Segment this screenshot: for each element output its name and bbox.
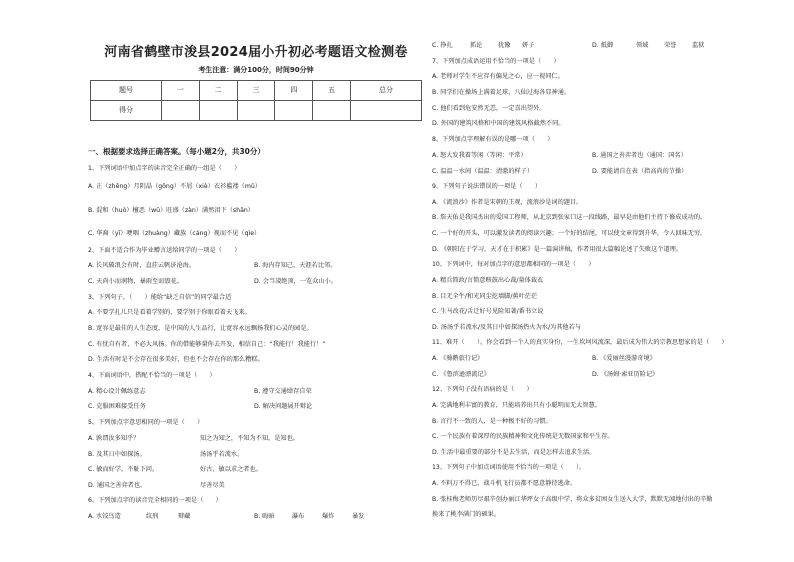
- option-d-word: 监狱: [692, 42, 705, 49]
- option-c-word: 抓论: [470, 42, 483, 49]
- question-2: 2、下面不适合作为毕业赠言送给同学的一项是（ ）: [88, 247, 241, 254]
- option-a: A. 《骑鹅旅行记》: [432, 355, 484, 362]
- question-12: 12、下列句子没有语病的是（ ）: [432, 386, 533, 393]
- option-a: A. 精兵简政/言简意赅鼓出心裁/量体裁衣: [432, 277, 544, 284]
- question-1: 1、下列词语中加点字的读音完全正确的一组是（ ）: [88, 165, 241, 172]
- option-d: D. 会当凌绝顶，一览众山小。: [254, 278, 337, 285]
- option-d-compare: 尽善尽美: [200, 482, 225, 489]
- score-cell-empty: [313, 101, 351, 121]
- option-c: C. 他们看到危安然无恙，一定喜出望外。: [432, 105, 546, 112]
- option-a: A. 不料万不得已，战斗机飞行员都不愿意静待逃命。: [432, 480, 577, 487]
- option-c: C. 生马改花/舌迁好号见险知著/番书立说: [432, 308, 544, 315]
- score-cell-empty: [161, 101, 199, 121]
- option-d: D. 汤汤乎若流水/及其日中如探汤热火为水/为其他若与: [432, 324, 581, 331]
- question-8: 8、下列加点字理解有误的是哪一项（ ）: [432, 136, 554, 143]
- option-b-compare: 汤汤乎若流水。: [200, 451, 244, 458]
- option-a: A. 孰谓汝多知乎？: [88, 435, 140, 442]
- section-heading: 一、根据要求选择正确答案。（每小题2分，共30分）: [88, 147, 265, 156]
- option-a: A. 《流浪沙》作者是宋朝的王观，流浪沙是词的题目。: [432, 199, 583, 206]
- option-c: C. 华裔（yī）哽咽（zhuàng）藏族（cáng）视而不见（qìe）: [88, 230, 261, 237]
- option-b: B. 通国之善弈者也（通国：国名）: [592, 152, 687, 159]
- option-c: C. 温温一水间（温温：清澈的样子）: [432, 168, 534, 175]
- option-c: C. 有忧自有者，不必大风扬。你的借能够量你去开发，相信自己：“我能行！我能行！”: [88, 341, 326, 348]
- question-11: 11、难开（ ）。你会看到一个人的真实身份，一生坎坷风流深，最后成为伟大的宗教思想家的是（ ）: [432, 339, 728, 346]
- option-d: D. 解决问题展开辩论: [254, 403, 313, 410]
- option-c: C. 《鲁滨逊漂流记》: [432, 371, 490, 378]
- option-d: D. 生活有时是不会存在很多美好，但也不会存在你的那么糟糕。: [88, 356, 264, 363]
- option-a-word: 辩藏: [178, 513, 191, 520]
- question-6: 6、下列加点字的读音完全相同的一项是（ ）: [88, 497, 222, 504]
- option-c-compare: 好古，敏以求之者也。: [200, 466, 262, 473]
- score-cell-empty: [351, 101, 422, 121]
- option-b: B. 宽容是最佳的人生态度，是中国的人生品行，让宽容永远飘扬我们心灵的园是。: [88, 325, 313, 332]
- option-a: A. 长风破浪会有时，直挂云帆济沧海。: [88, 262, 196, 269]
- score-cell-empty: [237, 101, 275, 121]
- option-b: B. 目无全牛/和光同尘挖墙脚/蕉叶茫茫: [432, 293, 538, 300]
- question-5: 5、下列加点字意思相同的一项是（ ）: [88, 419, 204, 426]
- option-b-word: 瀑布: [292, 513, 305, 520]
- option-c: C. 挣扎: [432, 42, 453, 49]
- question-10: 10、下列词中，每对加点字的意思都相同的一项是（ ）: [432, 261, 595, 268]
- option-d: D. 抵御: [592, 42, 614, 49]
- question-4: 4、下面词语中，搭配不恰当的一项是（ ）: [88, 372, 216, 379]
- option-b: B. 遵守交通肆存自荣: [254, 388, 312, 395]
- score-cell: 二: [199, 81, 237, 101]
- option-b: B. 言行不一致的人，是一种极不好的习惯。: [432, 418, 552, 425]
- score-row-label: 得分: [91, 101, 162, 121]
- option-d: D. 《朝阳在于学习，天才在于积累》是一篇演讲稿，作者用很大篇幅论述了失败这个道理。: [432, 246, 683, 253]
- option-b: B. 晦暗: [254, 513, 275, 520]
- option-b: B. 张桂梅老师历尽艰辛创办丽江华坪女子高级中学，将众多贫困女生送入大学，默默无闻地付出的辛勤: [432, 496, 713, 503]
- score-table-score-row: [91, 101, 422, 121]
- option-a: A. 怒大发我着等闲（等闲：平常）: [432, 152, 527, 159]
- option-d: D. 通国之善弈者也。: [88, 482, 147, 489]
- question-7: 7、下列加点成语运用不恰当的一项是（ ）: [432, 58, 560, 65]
- option-b: B. 混和（huò）檀恶（wū）旺盛（zàn）满然泪下（shān）: [88, 207, 254, 214]
- score-cell: 一: [161, 81, 199, 101]
- score-cell: 五: [313, 81, 351, 101]
- option-c: C. 天尚小而润物，暴雨至而毁花。: [88, 278, 183, 285]
- score-cell: 四: [275, 81, 313, 101]
- option-d-word: 领域: [636, 42, 649, 49]
- option-b-continued: 换来了桃李满门的硕果。: [432, 511, 501, 518]
- option-d: D. 生活中最重要的部分不是去生活，而是怎样去追求生活。: [432, 449, 596, 456]
- score-cell-empty: [275, 101, 313, 121]
- option-a-word: 纹刑: [146, 513, 159, 520]
- score-table-header-row: [91, 81, 422, 101]
- option-a: A. 老师对学生不应存有偏见之心，应一视同仁。: [432, 73, 564, 80]
- option-b: B. 詹天佑是我国杰出的爱国工程师，从北京到张家口这一段线路，最早是由他们主持下修成成功的。: [432, 214, 707, 221]
- option-c: C. 一个民族有着深厚的民族精神和文化传统是无数国家和平生存。: [432, 433, 614, 440]
- option-c: C. 一个好的开头，可以激发读者的阅读兴趣；一个好的结尾，可以使文章得到升华，令人回味无穷。: [432, 230, 707, 237]
- option-a: A. 完满地利丰富的教育，只能培养出只有小聪明而无大智慧。: [432, 402, 601, 409]
- option-b: B. 同学们在操场上满着足球，八仙过海各显神通。: [432, 89, 571, 96]
- option-b-word: 爆炸: [322, 513, 335, 520]
- score-cell-empty: [199, 101, 237, 121]
- question-3: 3、下列句子，（ ）能给“缺乏自信”的同学最合适: [88, 294, 232, 301]
- question-13: 13、下列句子中加点词语使用不恰当的一项是（ ）。: [432, 464, 586, 471]
- page-title: 河南省鹤壁市浚县2024届小升初必考题语文检测卷: [104, 45, 408, 60]
- option-b: B. 及其日中如探汤。: [88, 451, 146, 458]
- score-cell: 题号: [91, 81, 162, 101]
- question-9: 9、下列句子说法错误的一项是（ ）: [432, 183, 542, 190]
- exam-notice: 考生注意：满分100分，时间90分钟: [198, 66, 314, 74]
- option-c: C. 敏而好学，不耻下问。: [88, 466, 159, 473]
- option-a: A. 精心设计佩练意志: [88, 388, 146, 395]
- score-table: [90, 80, 422, 121]
- option-a-compare: 知之为知之，不知为不知，是知也。: [200, 435, 299, 442]
- option-c: C. 克服困难接受任务: [88, 403, 146, 410]
- option-a: A. 不要学扎儿只是看着学别的，要学别于你眼看着天飞来。: [88, 309, 251, 316]
- option-b: B. 海内存知己，天涯若比邻。: [254, 262, 337, 269]
- score-cell: 总分: [351, 81, 422, 101]
- option-b: B. 《爱丽丝漫游奇境》: [592, 355, 656, 362]
- option-d: D. 要能请自在表（指高尚的节操）: [592, 168, 688, 175]
- option-c-word: 妍子: [522, 42, 535, 49]
- score-cell: 三: [237, 81, 275, 101]
- option-c-word: 犹豫: [498, 42, 511, 49]
- option-a: A. 正（zhēng）月阴晶（gōng）不屑（xiè）衣衫褴褛（mǔ）: [88, 183, 261, 190]
- option-d: D. 外国的建筑风格和中国的建筑风格截然不同。: [432, 120, 565, 127]
- option-b-word: 暴发: [352, 513, 365, 520]
- option-a: A. 水饺鸟造: [88, 513, 121, 520]
- option-d-word: 荣誉: [664, 42, 677, 49]
- option-d: D. 《汤姆·索亚历险记》: [592, 371, 659, 378]
